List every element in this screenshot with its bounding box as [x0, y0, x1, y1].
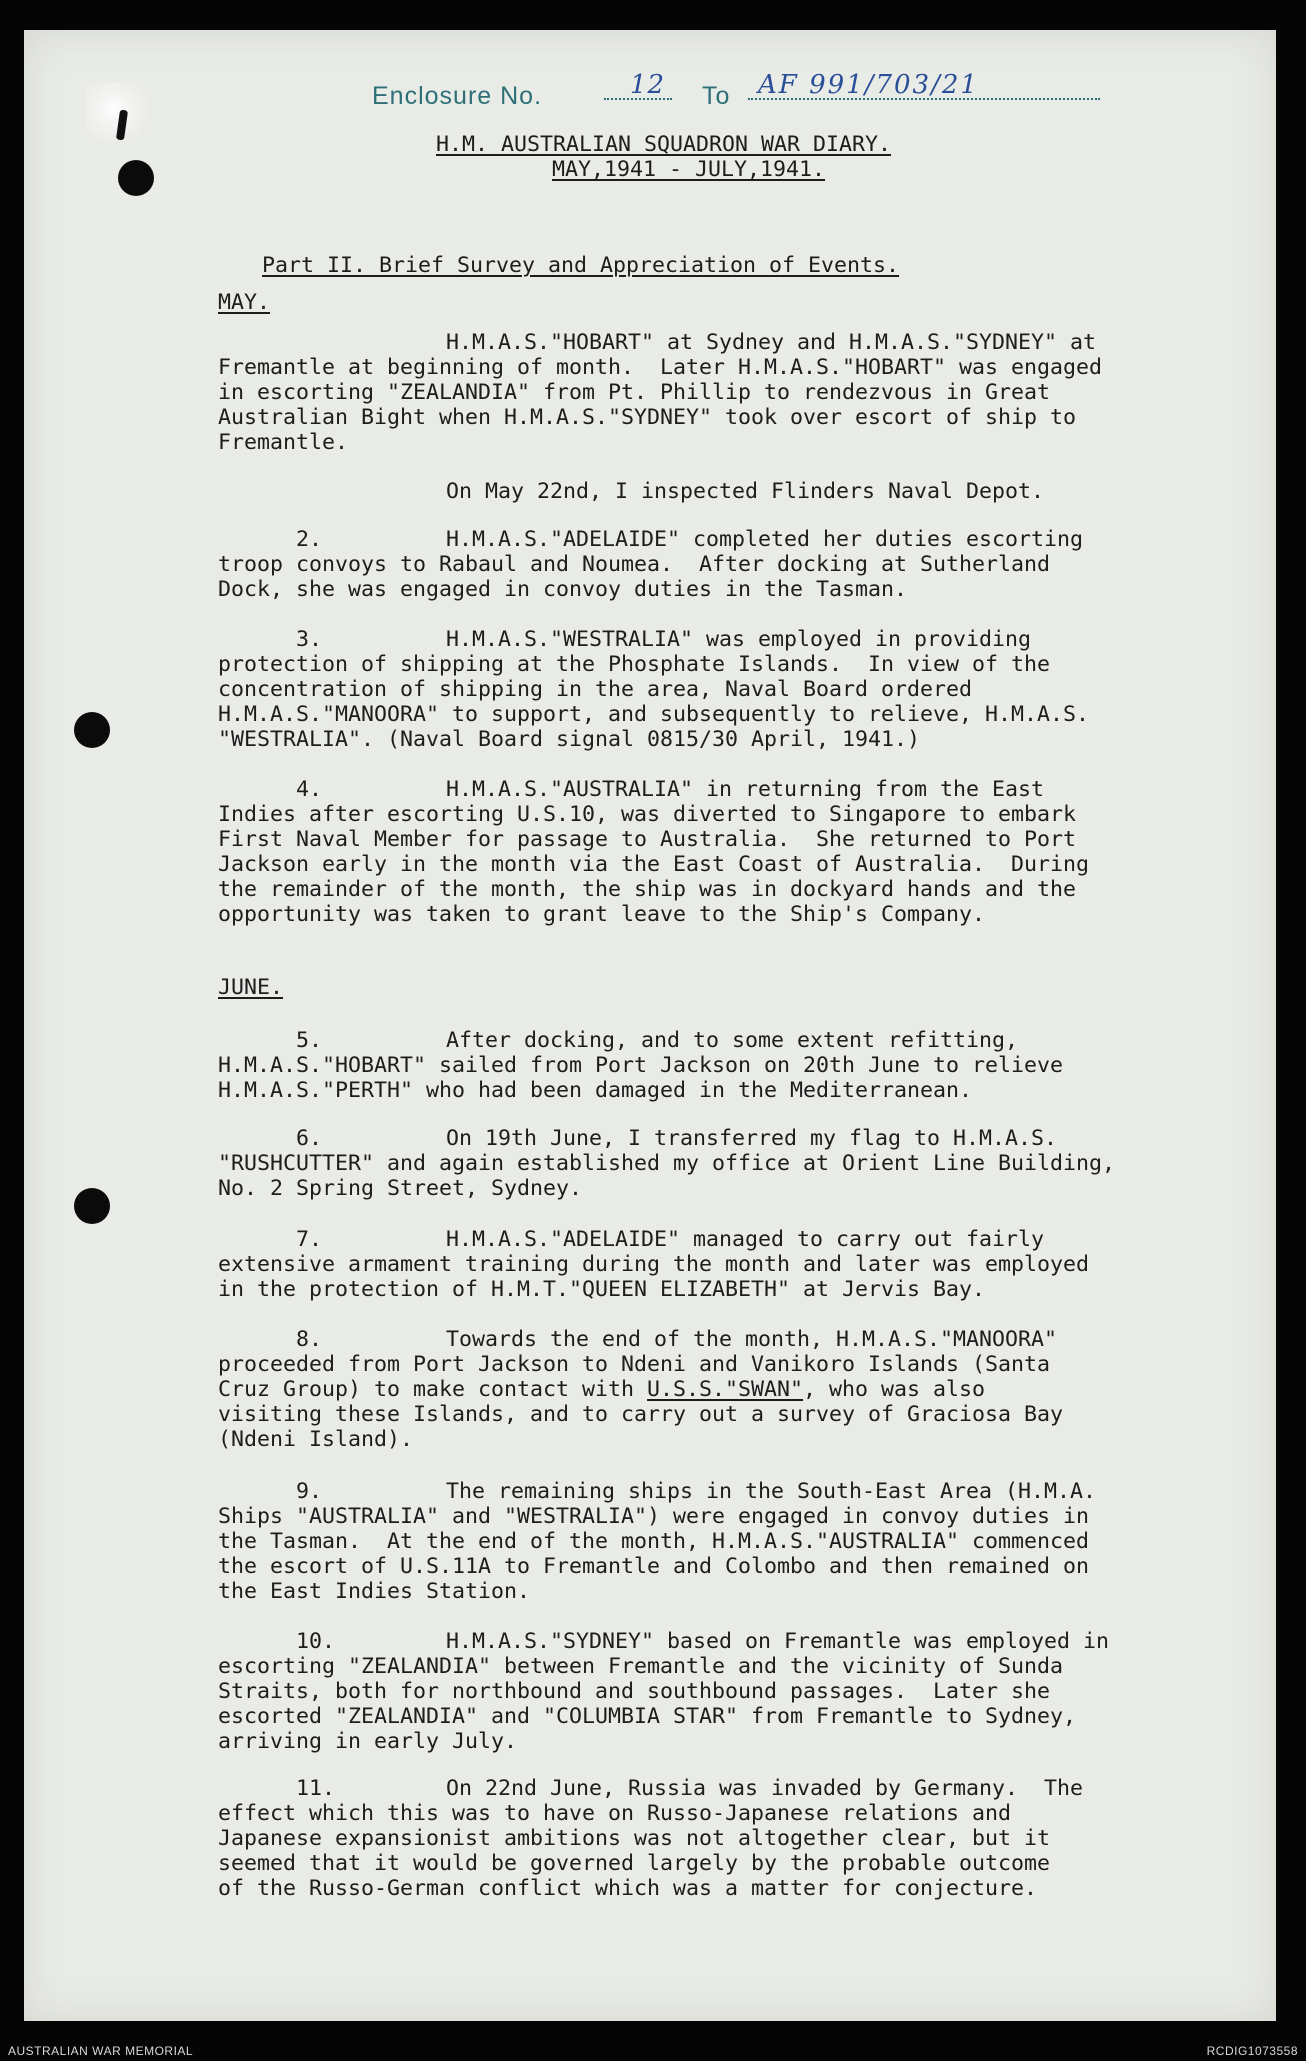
enclosure-stamp	[372, 70, 1112, 114]
part-title: Part II. Brief Survey and Appreciation of Events.	[262, 253, 900, 278]
stamp-label-to: To	[702, 82, 731, 110]
paragraph-line: Dock, she was engaged in convoy duties in the Tasman.	[218, 577, 908, 602]
paragraph-line: First Naval Member for passage to Australia. She returned to Port	[218, 827, 1077, 852]
paragraph-line: escorted "ZEALANDIA" and "COLUMBIA STAR" from Fremantle to Sydney,	[218, 1704, 1077, 1729]
paragraph-line: On 22nd June, Russia was invaded by Germany. The	[446, 1776, 1084, 1801]
paragraph-line: H.M.A.S."WESTRALIA" was employed in providing	[446, 627, 1032, 652]
paragraph-line: escorting "ZEALANDIA" between Fremantle and the vicinity of Sunda	[218, 1654, 1064, 1679]
paragraph-line: Straits, both for northbound and southbound passages. Later she	[218, 1679, 1051, 1704]
paragraph-number: 3.	[296, 627, 323, 652]
paragraph-text: , who was also	[803, 1377, 986, 1402]
section-heading-june: JUNE.	[218, 975, 284, 1000]
paragraph-line: On 19th June, I transferred my flag to H.M.A.S.	[446, 1126, 1058, 1151]
paragraph-line: troop convoys to Rabaul and Noumea. After docking at Sutherland	[218, 552, 1051, 577]
paragraph-line: Japanese expansionist ambitions was not altogether clear, but it	[218, 1826, 1051, 1851]
section-heading-may: MAY.	[218, 290, 271, 315]
paragraph-line: in escorting "ZEALANDIA" from Pt. Phillip to rendezvous in Great	[218, 380, 1051, 405]
paragraph-number: 5.	[296, 1028, 323, 1053]
paragraph-number: 6.	[296, 1126, 323, 1151]
paragraph-line: Towards the end of the month, H.M.A.S."MANOORA"	[446, 1327, 1058, 1352]
paragraph-line: opportunity was taken to grant leave to the Ship's Company.	[218, 902, 986, 927]
paragraph-number: 11.	[296, 1776, 336, 1801]
paragraph-line: Australian Bight when H.M.A.S."SYDNEY" took over escort of ship to	[218, 405, 1077, 430]
paragraph-number: 9.	[296, 1479, 323, 1504]
paragraph-line: Indies after escorting U.S.10, was diverted to Singapore to embark	[218, 802, 1077, 827]
paragraph-line: Ships "AUSTRALIA" and "WESTRALIA") were engaged in convoy duties in	[218, 1504, 1090, 1529]
paragraph-line: H.M.A.S."HOBART" sailed from Port Jackson on 20th June to relieve	[218, 1053, 1064, 1078]
paragraph-line: No. 2 Spring Street, Sydney.	[218, 1176, 583, 1201]
paragraph-number: 4.	[296, 777, 323, 802]
paragraph-line: Fremantle.	[218, 430, 349, 455]
paragraph-line: On May 22nd, I inspected Flinders Naval Depot.	[446, 479, 1045, 504]
punch-hole-middle	[74, 712, 110, 748]
ship-name-underlined: U.S.S."SWAN"	[647, 1377, 804, 1402]
paragraph-number: 8.	[296, 1327, 323, 1352]
paragraph-line: H.M.A.S."SYDNEY" based on Fremantle was employed in	[446, 1629, 1110, 1654]
paragraph-line: visiting these Islands, and to carry out a survey of Graciosa Bay	[218, 1402, 1064, 1427]
stamp-number: 12	[630, 70, 666, 100]
paragraph-line: H.M.A.S."MANOORA" to support, and subsequently to relieve, H.M.A.S.	[218, 702, 1090, 727]
paragraph-line: Fremantle at beginning of month. Later H.M.A.S."HOBART" was engaged	[218, 355, 1103, 380]
paragraph-line: the remainder of the month, the ship was in dockyard hands and the	[218, 877, 1077, 902]
paragraph-number: 2.	[296, 527, 323, 552]
paragraph-line: "WESTRALIA". (Naval Board signal 0815/30 April, 1941.)	[218, 727, 921, 752]
footer-source: AUSTRALIAN WAR MEMORIAL	[8, 2044, 194, 2058]
document-period: MAY,1941 - JULY,1941.	[552, 157, 826, 182]
paragraph-line: the East Indies Station.	[218, 1579, 531, 1604]
paragraph-line: (Ndeni Island).	[218, 1427, 414, 1452]
paragraph-line	[218, 1377, 985, 1402]
paragraph-line: H.M.A.S."AUSTRALIA" in returning from the East	[446, 777, 1045, 802]
paragraph-line: H.M.A.S."ADELAIDE" completed her duties escorting	[446, 527, 1084, 552]
paragraph-line: H.M.A.S."HOBART" at Sydney and H.M.A.S."SYDNEY" at	[446, 330, 1097, 355]
paragraph-line: the Tasman. At the end of the month, H.M.A.S."AUSTRALIA" commenced	[218, 1529, 1090, 1554]
footer-catalogue-id: RCDIG1073558	[1206, 2044, 1298, 2058]
paragraph-line: the escort of U.S.11A to Fremantle and Colombo and then remained on	[218, 1554, 1090, 1579]
paragraph-text: Cruz Group) to make contact with	[218, 1377, 648, 1402]
document-title: H.M. AUSTRALIAN SQUADRON WAR DIARY.	[436, 132, 892, 157]
paragraph-line: extensive armament training during the month and later was employed	[218, 1252, 1090, 1277]
paragraph-line: "RUSHCUTTER" and again established my office at Orient Line Building,	[218, 1151, 1116, 1176]
paragraph-line: arriving in early July.	[218, 1729, 518, 1754]
paragraph-line: of the Russo-German conflict which was a matter for conjecture.	[218, 1876, 1038, 1901]
paragraph-line: in the protection of H.M.T."QUEEN ELIZABETH" at Jervis Bay.	[218, 1277, 986, 1302]
paragraph-line: H.M.A.S."ADELAIDE" managed to carry out fairly	[446, 1227, 1045, 1252]
paragraph-line: effect which this was to have on Russo-Japanese relations and	[218, 1801, 1012, 1826]
stamp-label-enclosure: Enclosure No.	[372, 82, 543, 110]
paragraph-line: seemed that it would be governed largely by the probable outcome	[218, 1851, 1051, 1876]
paragraph-line: After docking, and to some extent refitting,	[446, 1028, 1019, 1053]
paragraph-line: protection of shipping at the Phosphate Islands. In view of the	[218, 652, 1051, 677]
paragraph-line: H.M.A.S."PERTH" who had been damaged in the Mediterranean.	[218, 1078, 973, 1103]
paragraph-line: Jackson early in the month via the East Coast of Australia. During	[218, 852, 1090, 877]
paragraph-line: concentration of shipping in the area, Naval Board ordered	[218, 677, 973, 702]
paragraph-number: 10.	[296, 1629, 336, 1654]
paragraph-line: The remaining ships in the South-East Area (H.M.A.	[446, 1479, 1097, 1504]
stamp-reference: AF 991/703/21	[758, 70, 979, 100]
punch-hole-top	[118, 160, 154, 196]
paragraph-line: proceeded from Port Jackson to Ndeni and Vanikoro Islands (Santa	[218, 1352, 1051, 1377]
paragraph-number: 7.	[296, 1227, 323, 1252]
punch-hole-lower	[74, 1188, 110, 1224]
